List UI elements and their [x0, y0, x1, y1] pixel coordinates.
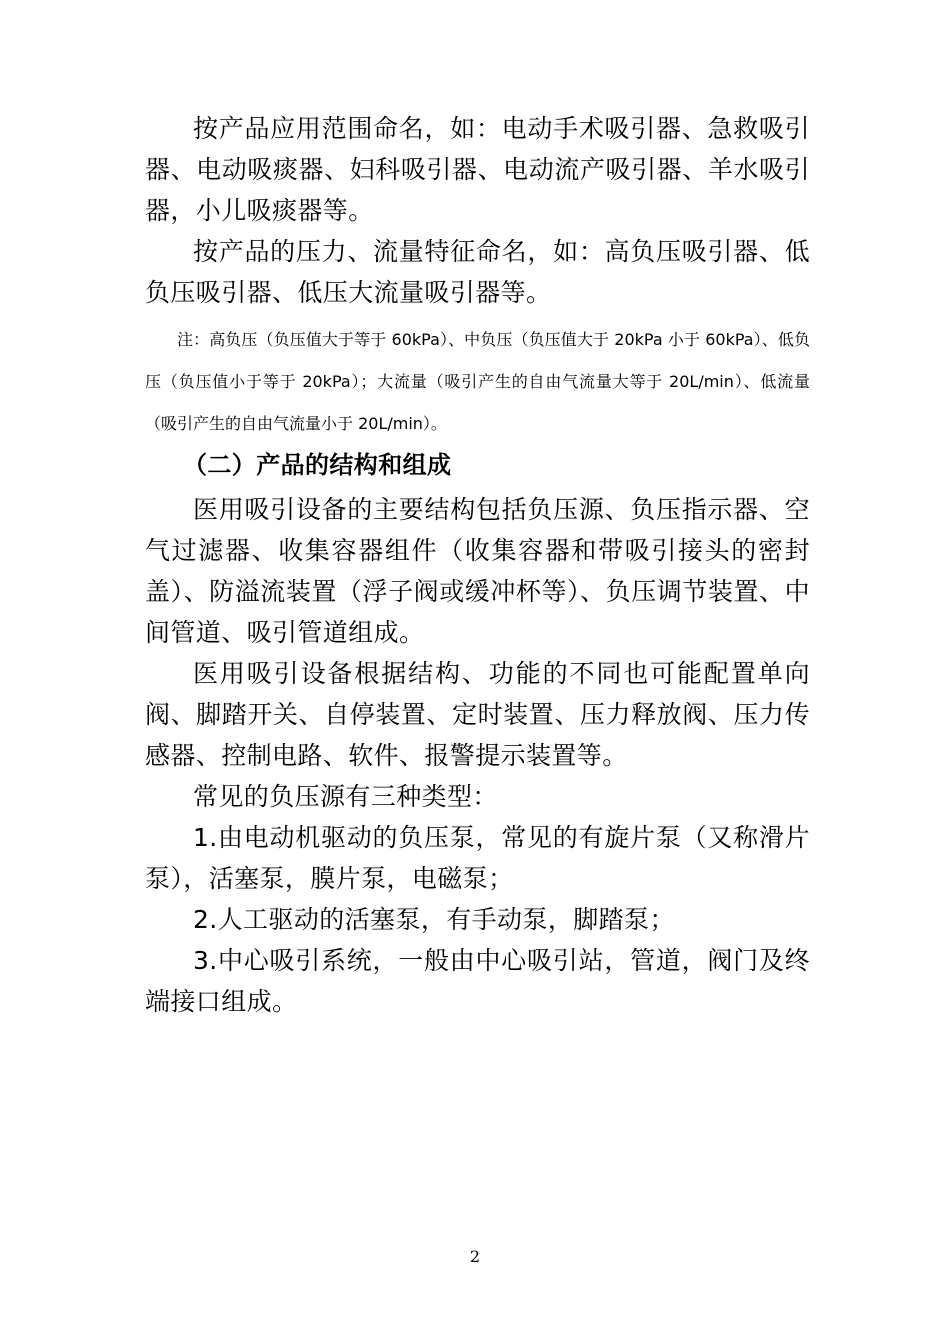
paragraph-naming-by-pressure-flow: 按产品的压力、流量特征命名，如：高负压吸引器、低负压吸引器、低压大流量吸引器等。: [145, 237, 810, 307]
document-body: [145, 108, 810, 1022]
list-item-manual-pump: 2.人工驱动的活塞泵，有手动泵，脚踏泵；: [193, 905, 675, 934]
paragraph-vacuum-source-types: 常见的负压源有三种类型：: [193, 782, 498, 811]
list-item-motor-pump: 1.由电动机驱动的负压泵，常见的有旋片泵（又称滑片泵），活塞泵，膜片泵，电磁泵；: [145, 823, 810, 893]
paragraph-optional-components: 医用吸引设备根据结构、功能的不同也可能配置单向阀、脚踏开关、自停装置、定时装置、压力释放阀、压力传感器、控制电路、软件、报警提示装置等。: [145, 659, 810, 770]
page-number: 2: [469, 1247, 481, 1266]
section-heading-structure: （二）产品的结构和组成: [183, 451, 452, 479]
paragraph-naming-by-application: 按产品应用范围命名，如：电动手术吸引器、急救吸引器、电动吸痰器、妇科吸引器、电动流产吸引器、羊水吸引器，小儿吸痰器等。: [145, 114, 810, 225]
paragraph-main-structure: 医用吸引设备的主要结构包括负压源、负压指示器、空气过滤器、收集容器组件（收集容器和带吸引接头的密封盖）、防溢流装置（浮子阀或缓冲杯等）、负压调节装置、中间管道、吸引管道组成。: [145, 495, 810, 647]
note-pressure-flow-definitions: 注：高负压（负压值大于等于 60kPa）、中负压（负压值大于 20kPa 小于 60kPa）、低负压（负压值小于等于 20kPa）；大流量（吸引产生的自由气流量大等于 20L/min）、低流量（吸引产生的自由气流量小于 20L/min）。: [145, 330, 810, 433]
list-item-central-system: 3.中心吸引系统，一般由中心吸引站，管道，阀门及终端接口组成。: [145, 946, 810, 1016]
